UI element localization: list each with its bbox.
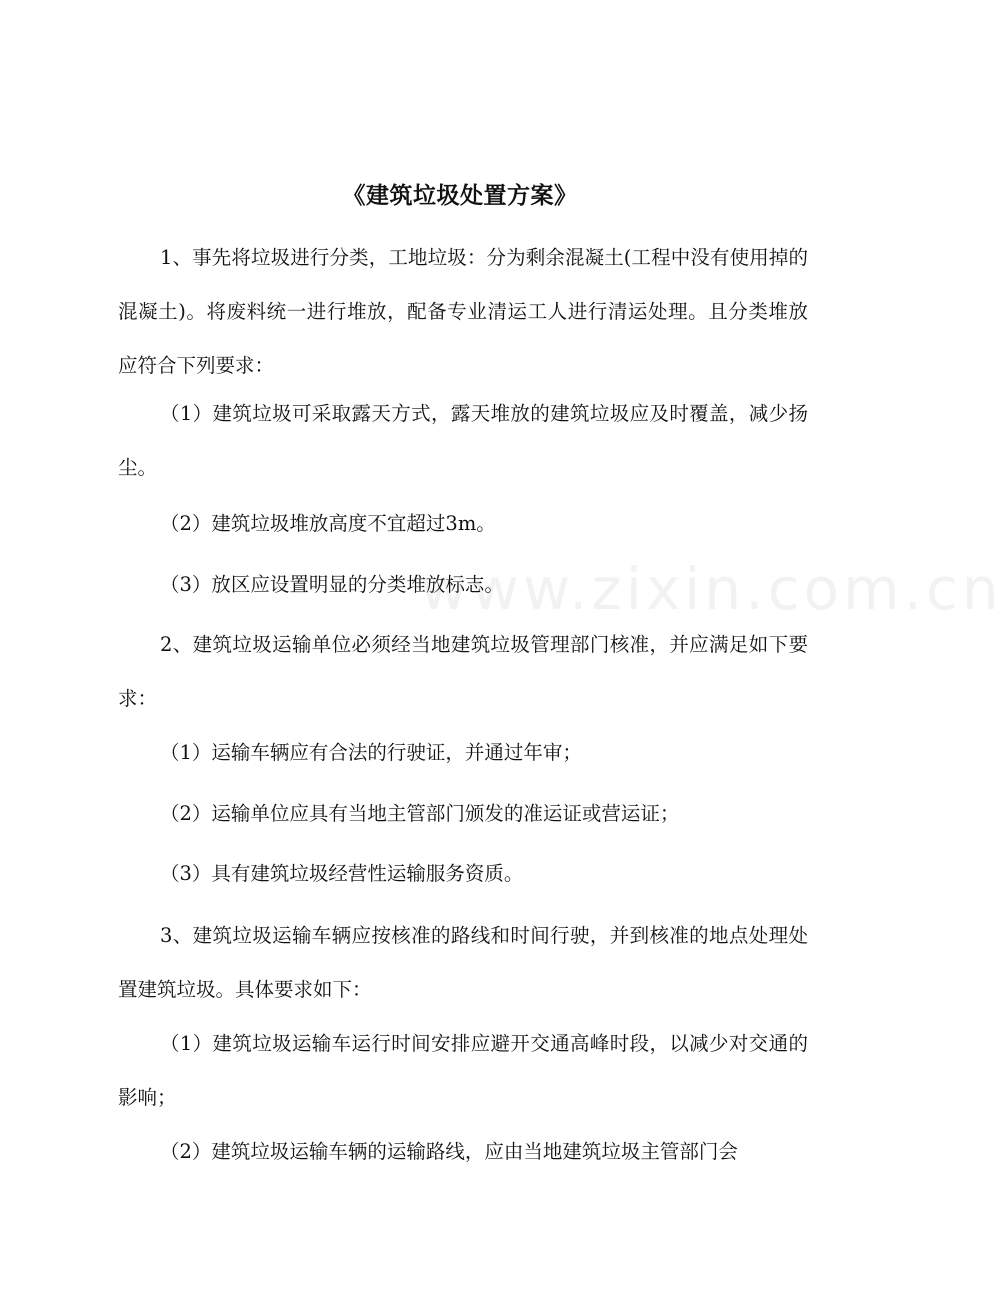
paragraph-section-1: 1、事先将垃圾进行分类，工地垃圾：分为剩余混凝土(工程中没有使用掉的混凝土)。将废料统一进行堆放，配备专业清运工人进行清运处理。且分类堆放应符合下列要求： xyxy=(118,246,808,377)
paragraph-item-2-1: （1）运输车辆应有合法的行驶证，并通过年审； xyxy=(160,741,582,764)
paragraph-item-2-3: （3）具有建筑垃圾经营性运输服务资质。 xyxy=(160,862,524,885)
paragraph-section-2: 2、建筑垃圾运输单位必须经当地建筑垃圾管理部门核准，并应满足如下要求： xyxy=(118,633,808,710)
watermark: www.zixin.com.cn xyxy=(420,555,1003,623)
paragraph-item-1-1: （1）建筑垃圾可采取露天方式，露天堆放的建筑垃圾应及时覆盖，减少扬尘。 xyxy=(118,402,808,479)
paragraph-item-2-2: （2）运输单位应具有当地主管部门颁发的准运证或营运证； xyxy=(160,802,680,825)
paragraph-section-3: 3、建筑垃圾运输车辆应按核准的路线和时间行驶，并到核准的地点处理处置建筑垃圾。具体要求如下： xyxy=(118,924,808,1001)
paragraph-item-3-2: （2）建筑垃圾运输车辆的运输路线，应由当地建筑垃圾主管部门会 xyxy=(160,1140,738,1163)
paragraph-item-1-3: （3）放区应设置明显的分类堆放标志。 xyxy=(160,573,504,596)
document-title: 《建筑垃圾处置方案》 xyxy=(342,182,578,209)
paragraph-item-3-1: （1）建筑垃圾运输车运行时间安排应避开交通高峰时段，以减少对交通的影响； xyxy=(118,1032,808,1109)
paragraph-item-1-2: （2）建筑垃圾堆放高度不宜超过3m。 xyxy=(160,512,496,535)
